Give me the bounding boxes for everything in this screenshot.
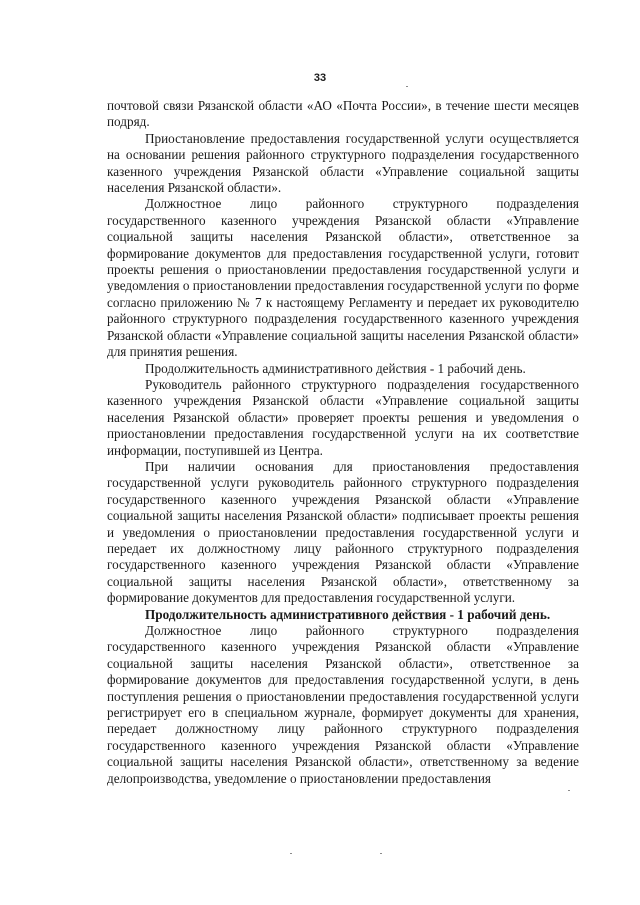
scan-speck [568, 790, 570, 791]
document-body [107, 98, 579, 787]
paragraph-2: Приостановление предоставления государственной услуги осуществляется на основании решения районного структурного подразделения государственного казенного учреждения Рязанской области «Управление социальной защиты населения Рязанской области». [107, 130, 579, 196]
paragraph-7 [107, 607, 579, 623]
paragraph-1: почтовой связи Рязанской области «АО «Почта России», в течение шести месяцев подряд. [107, 98, 579, 130]
scan-speck [290, 853, 292, 854]
paragraph-3: Должностное лицо районного структурного подразделения государственного казенного учреждения Рязанской области «Управление социальной защиты населения Рязанской области», ответственное за формирование документов для предоставления государственной услуги, готовит проекты решения о приостановлении предоставления государственной услуги и уведомления о приостановлении предоставления государственной услуги по форме согласно приложению № 7 к настоящему Регламенту и передает их руководителю районного структурного подразделения государственного казенного учреждения Рязанской области «Управление социальной защиты населения Рязанской области» для принятия решения. [107, 196, 579, 360]
paragraph-7-text: Продолжительность административного действия - 1 рабочий день. [145, 606, 551, 622]
scan-speck [406, 86, 408, 87]
paragraph-5: Руководитель районного структурного подразделения государственного казенного учреждения Рязанской области «Управление социальной защиты населения Рязанской области» проверяет проекты решения и уведомления о приостановлении предоставления государственной услуги на их соответствие информации, поступившей из Центра. [107, 376, 579, 458]
paragraph-8: Должностное лицо районного структурного подразделения государственного казенного учреждения Рязанской области «Управление социальной защиты населения Рязанской области», ответственное за формирование документов для предоставления государственной услуги, в день поступления решения о приостановлении предоставления государственной услуги регистрирует его в специальном журнале, формирует документы для хранения, передает должностному лицу районного структурного подразделения государственного казенного учреждения Рязанской области «Управление социальной защиты населения Рязанской области», ответственному за ведение делопроизводства, уведомление о приостановлении предоставления [107, 623, 579, 786]
paragraph-6: При наличии основания для приостановления предоставления государственной услуги руководитель районного структурного подразделения государственного казенного учреждения Рязанской области «Управление социальной защиты населения Рязанской области» подписывает проекты решения и уведомления о приостановлении предоставления государственной услуги и передает их должностному лицу районного структурного подразделения государственного казенного учреждения Рязанской области «Управление социальной защиты населения Рязанской области», ответственному за формирование документов для предоставления государственной услуги. [107, 458, 579, 606]
scan-speck [380, 853, 382, 854]
paragraph-4: Продолжительность административного действия - 1 рабочий день. [145, 360, 526, 376]
page-number: 33 [313, 72, 327, 84]
